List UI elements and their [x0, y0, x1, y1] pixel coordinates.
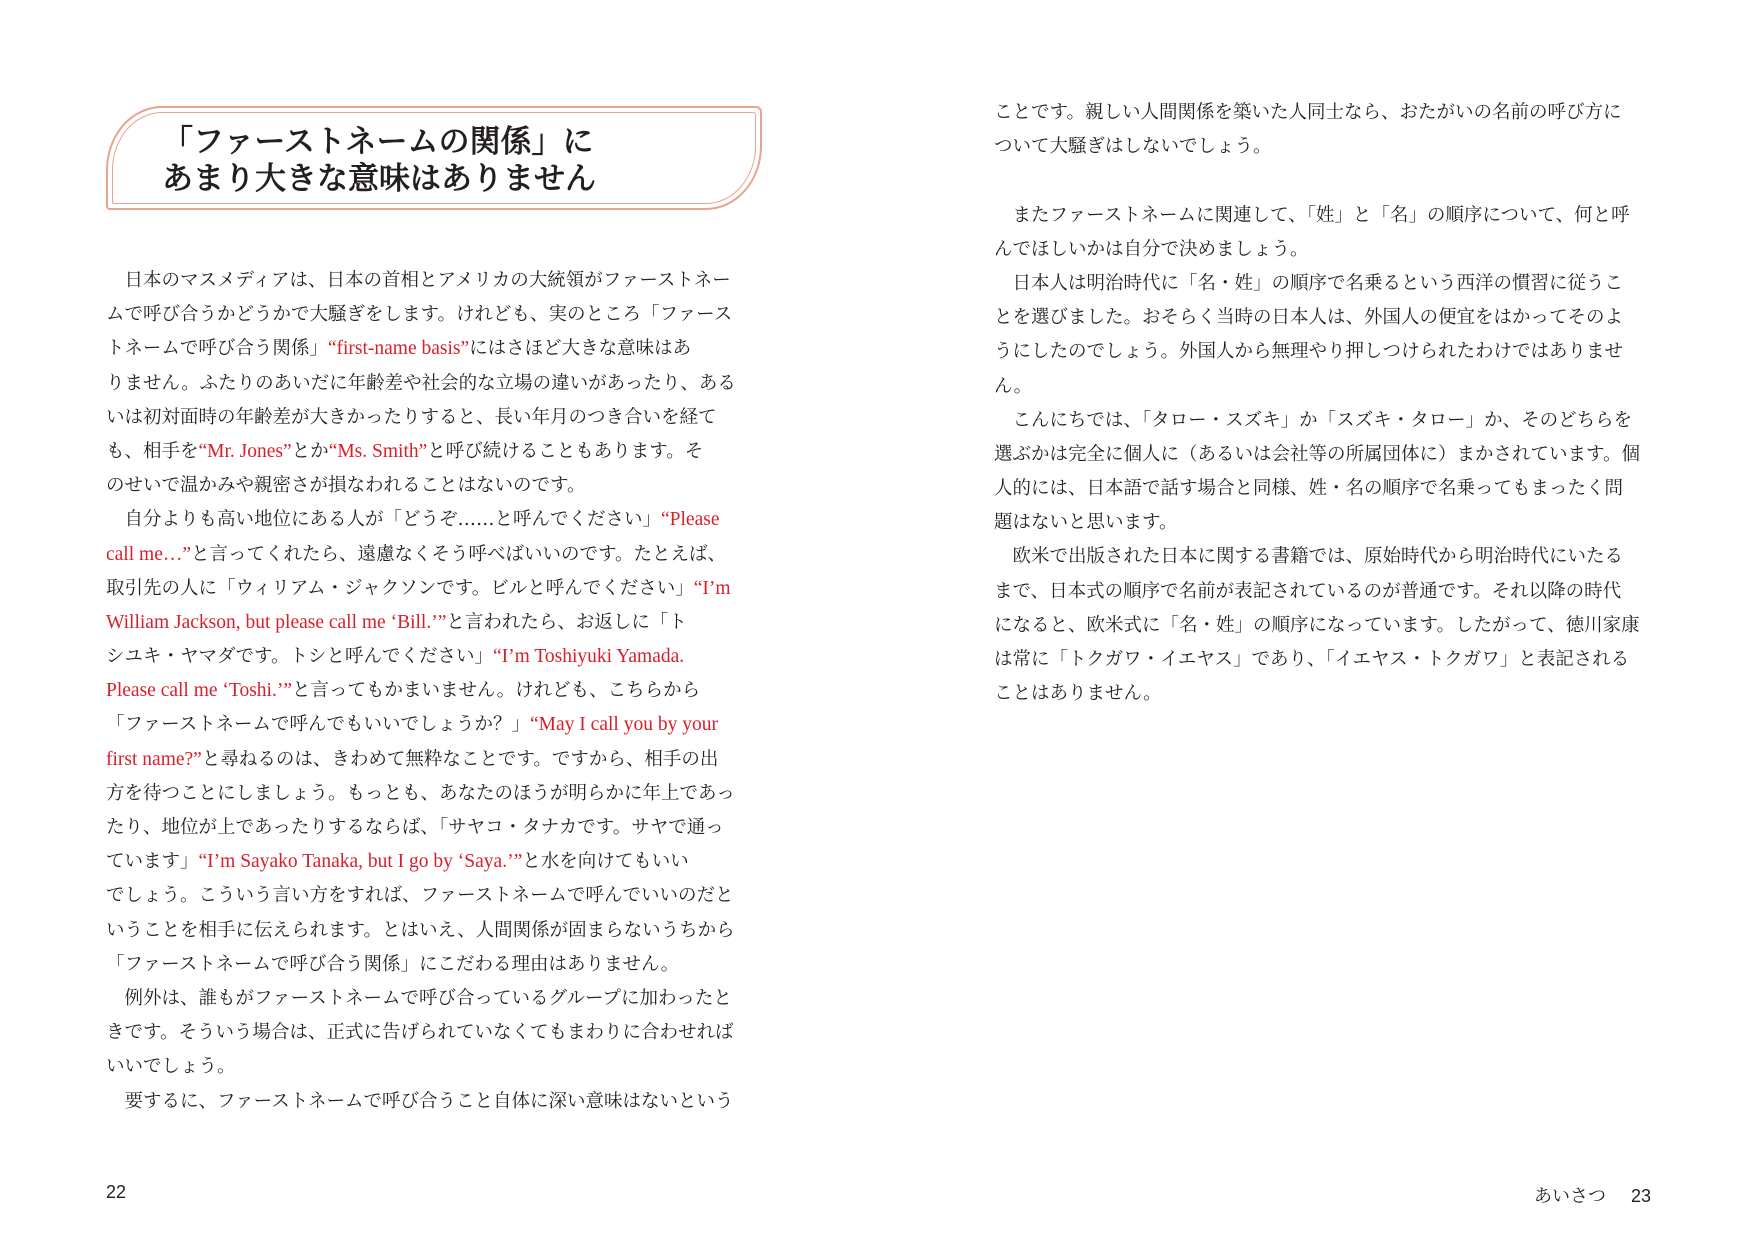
title-line-1: 「ファーストネームの関係」に	[162, 124, 594, 160]
text-segment: 「ファーストネームで呼び合う関係」にこだわる理由はありません。	[106, 953, 680, 975]
text-segment: とか	[291, 440, 329, 462]
text-line	[106, 914, 756, 948]
text-line	[106, 811, 756, 845]
text-segment: と呼び続けることもあります。そ	[427, 440, 704, 462]
page-number-right: 23	[1630, 1186, 1651, 1206]
text-line	[106, 1085, 756, 1119]
text-line	[994, 575, 1644, 609]
text-line	[106, 538, 756, 572]
text-segment: 人的には、日本語で話す場合と同様、姓・名の順序で名乗ってもまったく問	[994, 478, 1624, 500]
text-line	[106, 948, 756, 982]
section-title	[162, 124, 596, 198]
right-body-text	[994, 96, 1644, 711]
text-segment: いうことを相手に伝えられます。とはいえ、人間関係が固まらないうちから	[106, 919, 735, 941]
text-line	[994, 540, 1644, 574]
text-segment: 取引先の人に「ウィリアム・ジャクソンです。ビルと呼んでください」	[106, 577, 694, 599]
text-segment: 選ぶかは完全に個人に（あるいは会社等の所属団体に）まかされています。個	[994, 443, 1641, 465]
text-segment: ついて大騒ぎはしないでしょう。	[994, 136, 1272, 158]
text-line	[106, 367, 756, 401]
text-segment: いいでしょう。	[106, 1056, 236, 1078]
text-line	[994, 233, 1644, 267]
text-segment: と尋ねるのは、きわめて無粋なことです。ですから、相手の出	[201, 748, 719, 770]
text-line	[994, 370, 1644, 404]
text-line	[994, 130, 1644, 164]
text-line	[106, 879, 756, 913]
text-line	[106, 743, 756, 777]
text-segment: ことはありません。	[994, 683, 1162, 705]
text-line	[106, 572, 756, 606]
page-number-left: 22	[106, 1182, 127, 1202]
text-segment: と水を向けてもいい	[522, 851, 689, 873]
text-line	[994, 609, 1644, 643]
text-segment: のせいで温かみや親密さが損なわれることはないのです。	[106, 475, 586, 497]
text-segment: たり、地位が上であったりするならば、「サヤコ・タナカです。サヤで通っ	[106, 817, 724, 838]
english-phrase: “May I call you by your	[530, 714, 718, 736]
english-phrase: “Ms. Smith”	[328, 440, 428, 462]
text-segment: トネームで呼び合う関係」	[106, 338, 328, 360]
left-body-text	[106, 264, 756, 1119]
text-line	[106, 777, 756, 811]
text-segment: 欧米で出版された日本に関する書籍では、原始時代から明治時代にいたる	[994, 546, 1624, 568]
text-line	[994, 301, 1644, 335]
right-page	[874, 0, 1748, 1240]
text-segment: ん。	[994, 375, 1033, 397]
text-line	[994, 472, 1644, 506]
english-phrase: first name?”	[106, 748, 202, 770]
text-line	[106, 503, 756, 537]
text-segment: は常に「トクガワ・イエヤス」であり、「イエヤス・トクガワ」と表記される	[994, 649, 1630, 670]
text-segment: ています」	[106, 851, 199, 873]
english-phrase: “I’m	[693, 577, 731, 599]
text-line	[106, 640, 756, 674]
paragraph-gap	[994, 164, 1644, 198]
text-segment: と言ってくれたら、遠慮なくそう呼べばいいのです。たとえば、	[191, 543, 727, 565]
text-segment: ことです。親しい人間関係を築いた人同士なら、おたがいの名前の呼び方に	[994, 102, 1622, 123]
text-segment: こんにちでは、「タロー・スズキ」か「スズキ・タロー」か、そのどちらを	[994, 409, 1633, 431]
text-segment: も、相手を	[106, 440, 199, 462]
text-line	[994, 335, 1644, 369]
title-line-2: あまり大きな意味はありません	[162, 161, 596, 197]
text-line	[106, 435, 756, 469]
text-line	[994, 404, 1644, 438]
english-phrase: “Please	[661, 509, 720, 531]
text-segment: 日本のマスメディアは、日本の首相とアメリカの大統領がファーストネー	[106, 270, 731, 291]
text-segment: と言ってもかまいません。けれども、こちらから	[291, 680, 701, 702]
running-footer	[1534, 1182, 1651, 1208]
text-line	[106, 606, 756, 640]
english-phrase: “I’m Toshiyuki Yamada.	[493, 646, 685, 668]
text-segment: 自分よりも高い地位にある人が「どうぞ……と呼んでください」	[106, 509, 662, 531]
text-segment: ムで呼び合うかどうかで大騒ぎをします。けれども、実のところ「ファース	[106, 304, 733, 326]
text-segment: 方を待つことにしましょう。もっとも、あなたのほうが明らかに年上であっ	[106, 782, 735, 804]
text-line	[106, 1016, 756, 1050]
text-line	[106, 708, 756, 742]
text-line	[994, 677, 1644, 711]
text-line	[106, 401, 756, 435]
text-line	[106, 674, 756, 708]
text-line	[106, 469, 756, 503]
text-segment: 例外は、誰もがファーストネームで呼び合っているグループに加わったと	[106, 987, 732, 1009]
text-line	[106, 1050, 756, 1084]
text-segment: にはさほど大きな意味はあ	[469, 338, 692, 360]
text-segment: 日本人は明治時代に「名・姓」の順序で名乗るという西洋の慣習に従うこ	[994, 272, 1624, 294]
text-line	[994, 438, 1644, 472]
section-label: あいさつ	[1533, 1186, 1606, 1206]
english-phrase: “I’m Sayako Tanaka, but I go by ‘Saya.’”	[198, 851, 523, 873]
text-segment: またファーストネームに関連して、「姓」と「名」の順序について、何と呼	[994, 204, 1630, 226]
text-segment: りません。ふたりのあいだに年齢差や社会的な立場の違いがあったり、ある	[106, 372, 736, 394]
text-segment: シユキ・ヤマダです。トシと呼んでください」	[106, 646, 494, 668]
english-phrase: “Mr. Jones”	[198, 440, 292, 462]
text-segment: 要するに、ファーストネームで呼び合うこと自体に深い意味はないという	[106, 1090, 734, 1112]
text-segment: きです。そういう場合は、正式に告げられていなくてもまわりに合わせれば	[106, 1022, 734, 1044]
text-line	[994, 506, 1644, 540]
text-segment: 題はないと思います。	[994, 512, 1178, 534]
text-segment: んでほしいかは自分で決めましょう。	[994, 238, 1309, 260]
text-line	[994, 96, 1644, 130]
text-line	[106, 264, 756, 298]
text-line	[106, 982, 756, 1016]
text-line	[994, 267, 1644, 301]
text-line	[106, 332, 756, 366]
text-segment: とを選びました。おそらく当時の日本人は、外国人の便宜をはかってそのよ	[994, 307, 1624, 329]
text-line	[106, 845, 756, 879]
text-segment: いは初対面時の年齢差が大きかったりすると、長い年月のつき合いを経て	[106, 406, 717, 428]
text-segment: でしょう。こういう言い方をすれば、ファーストネームで呼んでいいのだと	[106, 885, 734, 907]
text-segment: になると、欧米式に「名・姓」の順序になっています。したがって、徳川家康	[994, 614, 1640, 636]
text-segment: うにしたのでしょう。外国人から無理やり押しつけられたわけではありませ	[994, 341, 1624, 363]
text-line	[994, 643, 1644, 677]
text-line	[994, 199, 1644, 233]
text-segment: と言われたら、お返しに「ト	[446, 611, 687, 633]
english-phrase: William Jackson, but please call me ‘Bill.’”	[106, 611, 447, 633]
english-phrase: “first-name basis”	[327, 338, 470, 360]
text-segment: まで、日本式の順序で名前が表記されているのが普通です。それ以降の時代	[994, 580, 1622, 602]
text-segment: 「ファーストネームで呼んでもいいでしょうか？」	[106, 714, 531, 736]
english-phrase: call me…”	[106, 543, 191, 565]
english-phrase: Please call me ‘Toshi.’”	[106, 680, 292, 702]
text-line	[106, 298, 756, 332]
